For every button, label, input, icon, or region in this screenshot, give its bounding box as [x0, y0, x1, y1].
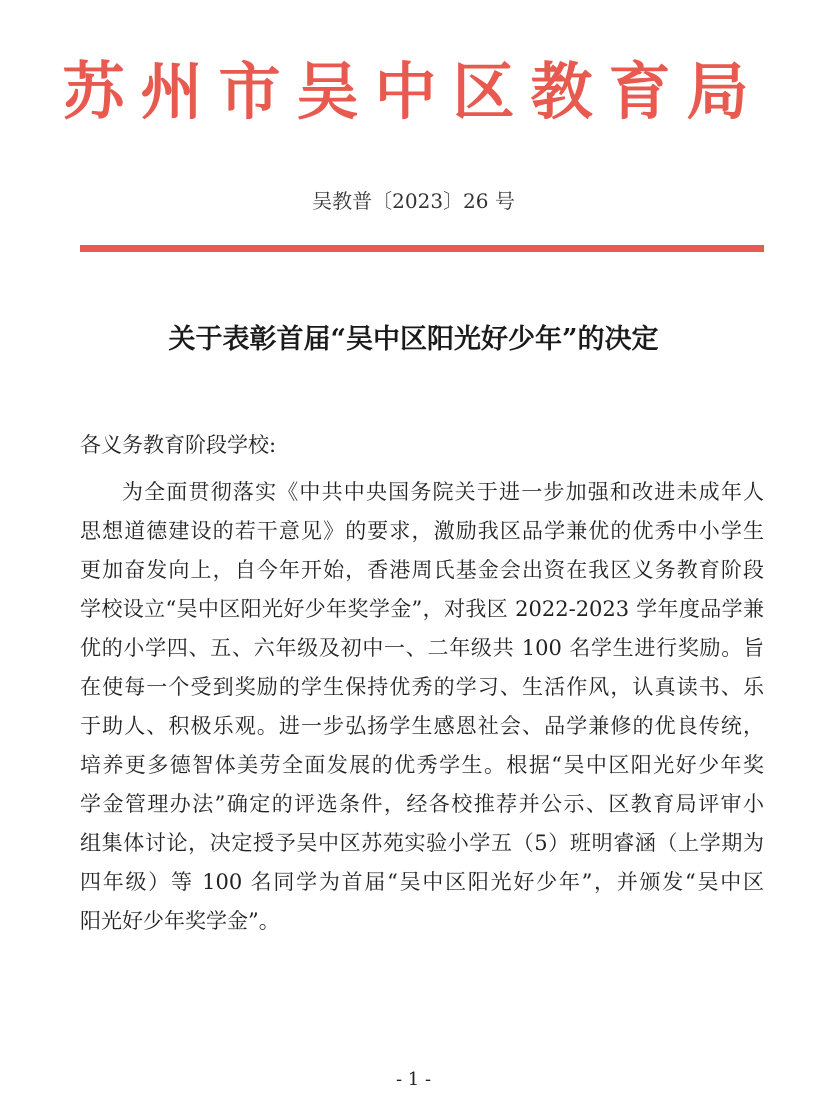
body-line: 四年级）等 100 名同学为首届“吴中区阳光好少年”，并颁发“吴中区: [80, 870, 764, 894]
body-line: 阳光好少年奖学金”。: [80, 909, 280, 933]
page-number: - 1 -: [395, 1069, 432, 1090]
body-line: 更加奋发向上，自今年开始，香港周氏基金会出资在我区义务教育阶段: [80, 558, 764, 582]
body-line: 学校设立“吴中区阳光好少年奖学金”，对我区 2022-2023 学年度品学兼: [80, 597, 764, 621]
red-divider-line: [80, 245, 764, 252]
document-number: 吴教普〔2023〕26 号: [312, 189, 515, 213]
body-line: 组集体讨论，决定授予吴中区苏苑实验小学五（5）班明睿涵（上学期为: [80, 831, 764, 855]
body-line: 学金管理办法”确定的评选条件，经各校推荐并公示、区教育局评审小: [80, 792, 764, 816]
body-line: 在使每一个受到奖励的学生保持优秀的学习、生活作风，认真读书、乐: [80, 675, 764, 699]
body-paragraph: [80, 473, 764, 941]
salutation: 各义务教育阶段学校:: [80, 433, 277, 457]
body-line: 于助人、积极乐观。进一步弘扬学生感恩社会、品学兼修的优良传统，: [80, 714, 764, 738]
issuing-organization-header: 苏州市吴中区教育局: [62, 55, 765, 128]
body-line: 思想道德建设的若干意见》的要求，激励我区品学兼优的优秀中小学生: [80, 519, 764, 543]
document-title: 关于表彰首届“吴中区阳光好少年”的决定: [168, 324, 659, 355]
body-line: 优的小学四、五、六年级及初中一、二年级共 100 名学生进行奖励。旨: [80, 636, 764, 660]
body-line: 培养更多德智体美劳全面发展的优秀学生。根据“吴中区阳光好少年奖: [80, 753, 764, 777]
body-line: 为全面贯彻落实《中共中央国务院关于进一步加强和改进未成年人: [122, 480, 764, 504]
